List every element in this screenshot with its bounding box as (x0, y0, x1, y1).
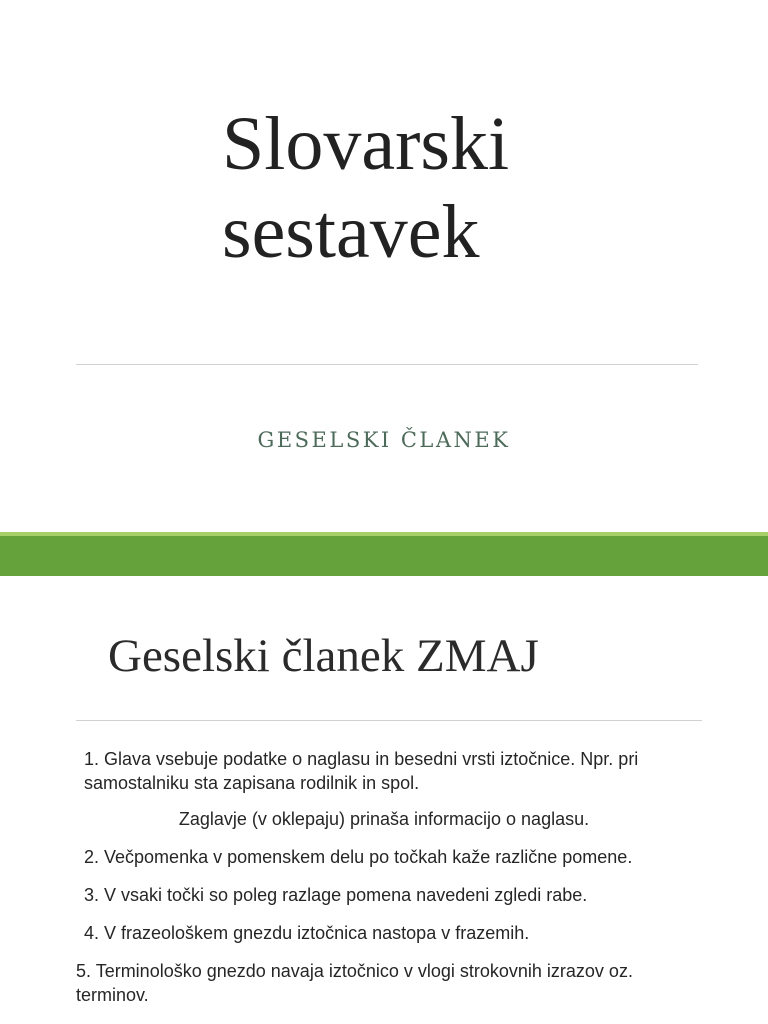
content-item-2: 2. Večpomenka v pomenskem delu po točkah kaže različne pomene. (84, 847, 633, 867)
slide-separator-band (0, 536, 768, 576)
content-item-5: 5. Terminološko gnezdo navaja iztočnico v vlogi strokovnih izrazov oz. terminov. (76, 961, 633, 1005)
slide-title-line-1: Slovarski (222, 102, 510, 186)
slide-title-line-2: sestavek (222, 190, 480, 274)
slide-title (222, 100, 742, 276)
content-slide (0, 576, 768, 1024)
content-heading: Geselski članek ZMAJ (108, 630, 539, 682)
content-divider (76, 720, 702, 721)
content-item-1: 1. Glava vsebuje podatke o naglasu in besedni vrsti iztočnice. Npr. pri samostalniku sta zapisana rodilnik in spol. (84, 749, 639, 793)
content-item-3: 3. V vsaki točki so poleg razlage pomena navedeni zgledi rabe. (84, 885, 588, 905)
slide-subtitle: GESELSKI ČLANEK (257, 428, 511, 452)
content-item-zaglavje: Zaglavje (v oklepaju) prinaša informacijo o naglasu. (178, 809, 590, 829)
content-item-4: 4. V frazeološkem gnezdu iztočnica nastopa v frazemih. (84, 923, 530, 943)
title-divider (76, 364, 698, 365)
